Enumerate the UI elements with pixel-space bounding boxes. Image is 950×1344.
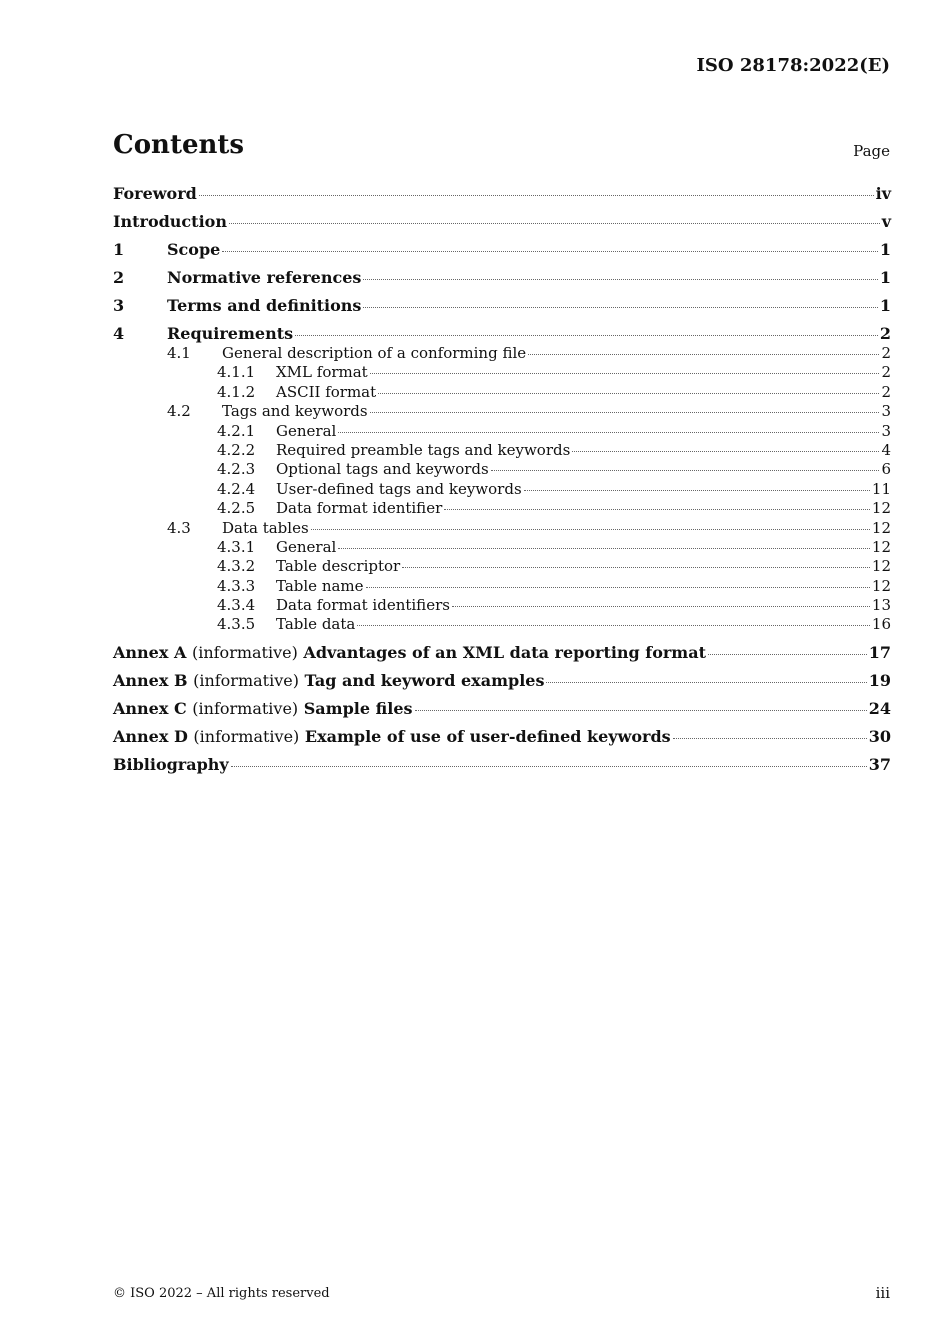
toc-entry-terms-and-definitions[interactable] (113, 296, 891, 316)
toc-page: 2 (881, 382, 891, 401)
toc-number: 4.3 (167, 518, 191, 537)
toc-entry-scope[interactable] (113, 240, 891, 260)
dot-leader (295, 335, 878, 336)
dot-leader (415, 710, 867, 711)
toc-page: 12 (871, 537, 891, 556)
annex-type: (informative) (191, 642, 298, 662)
toc-number: 4.1.1 (217, 363, 256, 382)
toc-number: 4.2.2 (217, 440, 256, 459)
page-number: iii (875, 1284, 890, 1302)
toc-title (113, 643, 706, 662)
dot-leader (673, 738, 867, 739)
toc-number: 4.3.1 (217, 537, 256, 556)
toc-title: Required preamble tags and keywords (276, 440, 571, 459)
dot-leader (366, 587, 870, 588)
dot-leader (311, 529, 870, 530)
dot-leader (572, 451, 879, 452)
annex-title: Tag and keyword examples (304, 670, 545, 690)
dot-leader (708, 654, 867, 655)
toc-page: 37 (868, 754, 891, 774)
annex-label: Annex C (113, 698, 187, 718)
dot-leader (357, 625, 870, 626)
toc-title (113, 671, 544, 690)
toc-entry-4-3-1[interactable] (113, 538, 891, 557)
toc-entry-annex-d[interactable] (113, 727, 891, 747)
toc-entry-4-1[interactable] (113, 344, 891, 363)
toc-page: v (881, 212, 891, 231)
toc-entry-4-1-1[interactable] (113, 363, 891, 382)
toc-page: 17 (868, 642, 891, 662)
toc-entry-4-2-4[interactable] (113, 480, 891, 499)
toc-title: XML format (276, 363, 368, 382)
toc-page: 1 (879, 268, 891, 287)
dot-leader (231, 766, 867, 767)
annex-title: Example of use of user-defined keywords (304, 726, 671, 746)
annex-type: (informative) (193, 726, 300, 746)
dot-leader (528, 354, 879, 355)
toc-title: General description of a conforming file (222, 344, 527, 362)
toc-title: Table descriptor (276, 557, 401, 576)
dot-leader (229, 223, 880, 224)
toc-number: 2 (113, 268, 125, 287)
toc-page: 2 (881, 344, 891, 362)
toc-page: 1 (879, 296, 891, 315)
toc-page: 24 (868, 698, 891, 718)
toc-title: Table data (276, 615, 356, 634)
annex-type: (informative) (193, 670, 299, 690)
toc-entry-4-3-2[interactable] (113, 557, 891, 576)
annex-title: Sample files (303, 698, 413, 718)
toc-entry-annex-b[interactable] (113, 671, 891, 691)
toc-number: 4 (113, 324, 125, 343)
toc-title: ASCII format (276, 382, 377, 401)
toc-number: 4.2 (167, 402, 191, 421)
dot-leader (370, 412, 880, 413)
toc-title: Optional tags and keywords (276, 460, 489, 479)
toc-page: 6 (881, 460, 891, 479)
toc-number: 4.3.5 (217, 615, 256, 634)
annex-label: Annex D (113, 726, 188, 746)
toc-number: 1 (113, 240, 125, 259)
toc-entry-4-2-1[interactable] (113, 422, 891, 441)
page-title: Contents (113, 130, 245, 160)
toc-page: 12 (871, 518, 891, 537)
annex-type: (informative) (192, 698, 299, 718)
toc-title: Normative references (167, 268, 362, 287)
document-id: ISO 28178:2022(E) (696, 55, 890, 76)
toc-entry-4-1-2[interactable] (113, 383, 891, 402)
dot-leader (444, 509, 870, 510)
toc-title: Introduction (113, 212, 227, 231)
dot-leader (222, 251, 878, 252)
toc-entry-4-2-2[interactable] (113, 441, 891, 460)
toc-page: 2 (879, 324, 891, 343)
toc-number: 3 (113, 296, 125, 315)
toc-number: 4.3.2 (217, 557, 256, 576)
toc-page: 2 (881, 363, 891, 382)
toc-number: 4.1.2 (217, 382, 256, 401)
toc-title: Table name (276, 576, 364, 595)
toc-number: 4.2.3 (217, 460, 256, 479)
toc-page: 16 (871, 615, 891, 634)
dot-leader (363, 307, 877, 308)
toc-title (113, 699, 413, 718)
toc-number: 4.3.4 (217, 596, 256, 615)
annex-label: Annex B (113, 670, 188, 690)
toc-page: 12 (871, 576, 891, 595)
dot-leader (370, 373, 880, 374)
toc-entry-foreword[interactable] (113, 184, 891, 204)
toc-entry-4-3-5[interactable] (113, 615, 891, 634)
dot-leader (402, 567, 870, 568)
toc-entry-bibliography[interactable] (113, 755, 891, 775)
toc-title: Scope (167, 240, 221, 259)
toc-title: Terms and definitions (167, 296, 362, 315)
toc-number: 4.1 (167, 344, 191, 362)
dot-leader (491, 470, 880, 471)
toc-page: 11 (871, 479, 891, 498)
toc-number: 4.2.5 (217, 499, 256, 518)
toc-title: User-defined tags and keywords (276, 479, 522, 498)
toc-entry-4-2[interactable] (113, 402, 891, 421)
toc-entry-4-3-4[interactable] (113, 596, 891, 615)
toc-page: 12 (871, 499, 891, 518)
toc-number: 4.2.4 (217, 479, 256, 498)
toc-page: 1 (879, 240, 891, 259)
toc-entry-requirements[interactable] (113, 324, 891, 344)
toc-title: Data format identifier (276, 499, 443, 518)
toc-page: 19 (868, 670, 891, 690)
copyright-notice: © ISO 2022 – All rights reserved (113, 1286, 330, 1301)
toc-page: iv (875, 184, 891, 203)
toc-title: Data format identifiers (276, 596, 450, 615)
toc-number: 4.3.3 (217, 576, 256, 595)
toc-entry-4-3-3[interactable] (113, 577, 891, 596)
toc-page: 3 (881, 402, 891, 421)
dot-leader (199, 195, 874, 196)
toc-page: 3 (881, 421, 891, 440)
dot-leader (524, 490, 870, 491)
table-of-contents (113, 184, 891, 775)
toc-entry-normative-references[interactable] (113, 268, 891, 288)
toc-title: General (276, 421, 337, 440)
toc-entry-introduction[interactable] (113, 212, 891, 232)
dot-leader (378, 393, 879, 394)
dot-leader (452, 606, 870, 607)
toc-page: 13 (871, 596, 891, 615)
toc-title (113, 727, 671, 746)
toc-page: 12 (871, 557, 891, 576)
toc-title: Foreword (113, 184, 197, 203)
dot-leader (363, 279, 877, 280)
toc-title: Data tables (222, 518, 309, 537)
annex-title: Advantages of an XML data reporting format (303, 642, 706, 662)
toc-title: General (276, 537, 337, 556)
toc-entry-4-3[interactable] (113, 519, 891, 538)
dot-leader (338, 432, 879, 433)
page-column-label: Page (853, 142, 890, 160)
toc-title: Tags and keywords (222, 402, 368, 421)
dot-leader (338, 548, 870, 549)
toc-page: 30 (868, 726, 891, 746)
toc-title: Requirements (167, 324, 294, 343)
toc-number: 4.2.1 (217, 421, 256, 440)
dot-leader (546, 682, 866, 683)
toc-entry-4-2-5[interactable] (113, 499, 891, 518)
toc-entry-4-2-3[interactable] (113, 460, 891, 479)
toc-page: 4 (881, 440, 891, 459)
annex-label: Annex A (113, 642, 187, 662)
toc-entry-annex-a[interactable] (113, 643, 891, 663)
toc-title: Bibliography (113, 754, 229, 774)
toc-entry-annex-c[interactable] (113, 699, 891, 719)
